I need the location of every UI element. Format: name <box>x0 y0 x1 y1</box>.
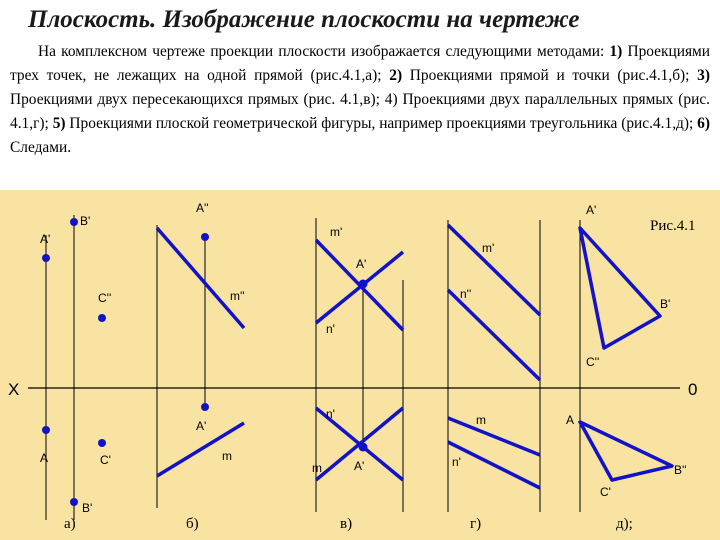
subfigure-a <box>40 214 111 532</box>
caption-b: б) <box>186 516 199 532</box>
triangle-d-bot <box>580 422 672 480</box>
point-c-bot <box>98 439 106 447</box>
subfigure-g <box>448 220 540 532</box>
label-d-b-top: B' <box>660 297 671 311</box>
label-b-a-bot: A' <box>196 419 207 433</box>
figure-caption: Рис.4.1 <box>650 218 696 234</box>
label-g-m-bot: m <box>476 413 486 427</box>
label-v-m-bot: m <box>312 461 322 475</box>
point-v-a-top <box>359 280 368 289</box>
para-run: Проекциями двух пересекающихся прямых (рис. 4.1,в); 4) Проекциями двух параллельных прямых (рис. 4.1,г); <box>10 91 710 132</box>
para-run: 1) <box>609 43 623 60</box>
para-line-3 <box>10 115 710 156</box>
label-b-a-top: A'' <box>196 201 209 215</box>
label-a-top: A' <box>40 232 51 246</box>
label-b-bot: B' <box>82 501 93 515</box>
line-b-m-top <box>157 228 244 328</box>
point-a-top <box>42 254 50 262</box>
para-run: На комплексном чертеже проекции плоскости изображается следующими методами: <box>38 43 610 60</box>
point-a-bot <box>42 426 50 434</box>
label-d-b-bot: B'' <box>674 463 687 477</box>
subfigure-d <box>566 203 687 532</box>
label-d-c-top: C'' <box>586 355 600 369</box>
label-b-m-top: m'' <box>230 289 245 303</box>
subfigure-b <box>157 201 245 532</box>
point-b-a-bot <box>201 403 209 411</box>
label-v-n-bot: n' <box>326 407 335 421</box>
para-run: 3) <box>697 67 710 84</box>
label-v-n-top: n' <box>326 322 335 336</box>
para-run: Проекциями прямой и точки (рис.4.1,б); <box>402 67 698 84</box>
caption-v: в) <box>340 516 353 532</box>
subfigure-v <box>312 218 403 532</box>
label-v-m-top: m' <box>330 225 343 239</box>
label-g-n-bot: n' <box>452 455 461 469</box>
caption-g: г) <box>470 516 482 532</box>
figure-panel <box>0 190 720 540</box>
point-b-top <box>70 218 78 226</box>
label-d-a-bot: A <box>566 413 575 427</box>
label-v-a-top: A' <box>356 257 367 271</box>
para-run: Проекциями плоской геометрической фигуры, например проекциями треугольника (рис.4.1,д); <box>65 115 698 132</box>
triangle-d-top <box>580 228 660 348</box>
point-v-a-bot <box>359 443 368 452</box>
axis-label-x: X <box>8 380 20 399</box>
point-c-top <box>98 314 106 322</box>
para-run: 5) <box>52 115 66 132</box>
label-c-bot: C' <box>100 453 111 467</box>
point-b-bot <box>70 498 78 506</box>
figure-svg <box>0 190 720 540</box>
label-d-a-top: A' <box>586 203 597 217</box>
label-d-c-bot: C' <box>600 485 611 499</box>
label-b-top: B' <box>80 214 91 228</box>
body-paragraph <box>10 40 710 160</box>
para-run: Следами. <box>10 139 72 156</box>
label-c-top: C'' <box>98 291 112 305</box>
caption-a: а) <box>64 516 76 532</box>
point-b-a-top <box>201 233 209 241</box>
slide-title: Плоскость. Изображение плоскости на чертеже <box>28 6 580 33</box>
label-v-a-bot: A' <box>354 459 365 473</box>
label-g-m-top: m' <box>482 241 495 255</box>
caption-d: д); <box>616 516 633 532</box>
axis-label-0: 0 <box>688 380 698 399</box>
para-run: 2) <box>389 67 403 84</box>
para-run: 6) <box>697 115 710 132</box>
para-run: Проекциями трех точек, не лежащих на одной прямой (рис.4.1,а); <box>10 43 710 84</box>
label-a-bot: A <box>40 451 49 465</box>
label-b-m-bot: m <box>222 449 232 463</box>
label-g-n-top: n'' <box>460 287 472 301</box>
